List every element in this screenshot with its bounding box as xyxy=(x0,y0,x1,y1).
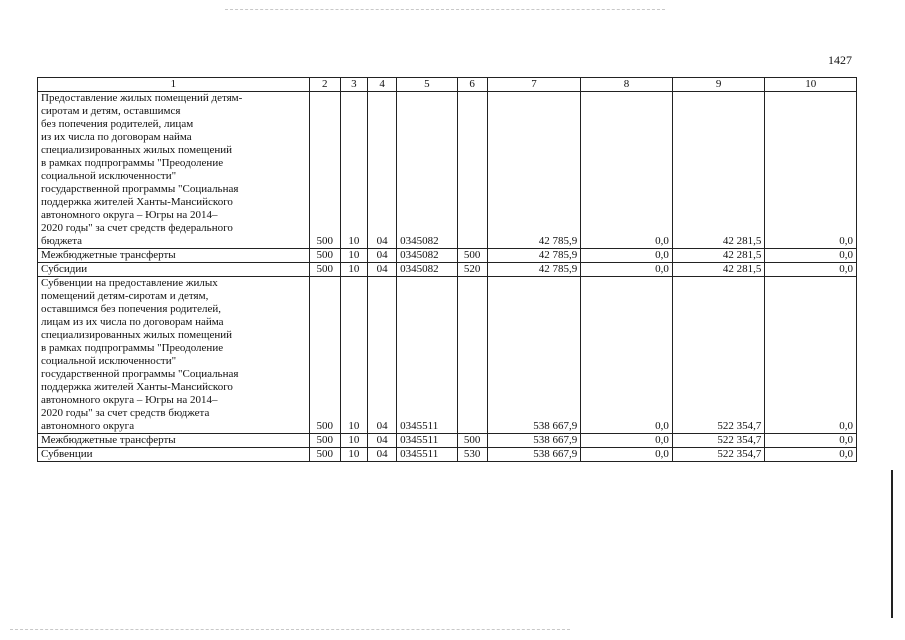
cell-c10: 0,0 xyxy=(765,92,857,249)
description-line: поддержка жителей Ханты-Мансийского xyxy=(41,196,233,208)
cell-c4: 04 xyxy=(368,249,397,263)
description-line: без попечения родителей, лицам xyxy=(41,118,194,130)
description-line: Межбюджетные трансферты xyxy=(41,249,176,261)
scan-artifact-bottom xyxy=(10,629,570,631)
description-line: Субвенции на предоставление жилых xyxy=(41,277,218,289)
cell-c6 xyxy=(457,277,487,434)
cell-c7: 42 785,9 xyxy=(487,92,581,249)
description-line: автономного округа – Югры на 2014– xyxy=(41,394,218,406)
cell-c3: 10 xyxy=(340,249,367,263)
description-line: автономного округа – Югры на 2014– xyxy=(41,209,218,221)
cell-c2: 500 xyxy=(309,92,340,249)
description-line: в рамках подпрограммы "Преодоление xyxy=(41,342,224,354)
cell-c10: 0,0 xyxy=(765,434,857,448)
cell-c5: 0345082 xyxy=(397,249,457,263)
description-line: сиротам и детям, оставшимся xyxy=(41,105,181,117)
cell-c3: 10 xyxy=(340,434,367,448)
row-description xyxy=(38,249,310,263)
description-line: оставшимся без попечения родителей, xyxy=(41,303,221,315)
description-line: государственной программы "Социальная xyxy=(41,368,239,380)
description-line: социальной исключенности" xyxy=(41,355,177,367)
cell-c7: 42 785,9 xyxy=(487,249,581,263)
description-line: специализированных жилых помещений xyxy=(41,329,233,341)
row-description xyxy=(38,448,310,462)
description-line: из их числа по договорам найма xyxy=(41,131,192,143)
scan-artifact-top xyxy=(225,9,665,11)
cell-c4: 04 xyxy=(368,92,397,249)
description-line: лицам из их числа по договорам найма xyxy=(41,316,224,328)
cell-c5: 0345082 xyxy=(397,92,457,249)
cell-c5: 0345082 xyxy=(397,263,457,277)
cell-c6: 520 xyxy=(457,263,487,277)
cell-c3: 10 xyxy=(340,448,367,462)
description-line: в рамках подпрограммы "Преодоление xyxy=(41,157,224,169)
header-cell: 10 xyxy=(765,78,857,92)
description-line: государственной программы "Социальная xyxy=(41,183,239,195)
cell-c6: 530 xyxy=(457,448,487,462)
header-cell: 3 xyxy=(340,78,367,92)
page-number: 1427 xyxy=(828,53,852,67)
cell-c9: 42 281,5 xyxy=(672,92,765,249)
cell-c3: 10 xyxy=(340,277,367,434)
cell-c6: 500 xyxy=(457,434,487,448)
cell-c6 xyxy=(457,92,487,249)
cell-c4: 04 xyxy=(368,263,397,277)
description-line: автономного округа xyxy=(41,420,135,432)
header-cell: 2 xyxy=(309,78,340,92)
header-cell: 6 xyxy=(457,78,487,92)
description-line: поддержка жителей Ханты-Мансийского xyxy=(41,381,233,393)
table-row xyxy=(38,277,857,434)
cell-c8: 0,0 xyxy=(581,249,673,263)
cell-c8: 0,0 xyxy=(581,434,673,448)
cell-c8: 0,0 xyxy=(581,263,673,277)
cell-c5: 0345511 xyxy=(397,434,457,448)
description-line: Межбюджетные трансферты xyxy=(41,434,176,446)
row-description xyxy=(38,92,310,249)
cell-c2: 500 xyxy=(309,448,340,462)
cell-c9: 42 281,5 xyxy=(672,263,765,277)
cell-c9: 42 281,5 xyxy=(672,249,765,263)
cell-c9: 522 354,7 xyxy=(672,434,765,448)
cell-c4: 04 xyxy=(368,434,397,448)
description-line: социальной исключенности" xyxy=(41,170,177,182)
header-cell: 4 xyxy=(368,78,397,92)
description-line: 2020 годы" за счет средств федерального xyxy=(41,222,233,234)
description-line: Предоставление жилых помещений детям- xyxy=(41,92,243,104)
header-cell: 1 xyxy=(38,78,310,92)
table-row xyxy=(38,448,857,462)
cell-c8: 0,0 xyxy=(581,92,673,249)
cell-c5: 0345511 xyxy=(397,448,457,462)
cell-c3: 10 xyxy=(340,92,367,249)
cell-c8: 0,0 xyxy=(581,277,673,434)
cell-c4: 04 xyxy=(368,277,397,434)
table-row xyxy=(38,92,857,249)
cell-c8: 0,0 xyxy=(581,448,673,462)
description-line: 2020 годы" за счет средств бюджета xyxy=(41,407,210,419)
description-line: Субсидии xyxy=(41,263,88,275)
cell-c2: 500 xyxy=(309,249,340,263)
row-description xyxy=(38,434,310,448)
cell-c3: 10 xyxy=(340,263,367,277)
cell-c10: 0,0 xyxy=(765,277,857,434)
description-line: бюджета xyxy=(41,235,83,247)
description-line: специализированных жилых помещений xyxy=(41,144,233,156)
cell-c4: 04 xyxy=(368,448,397,462)
table-row xyxy=(38,434,857,448)
header-cell: 9 xyxy=(672,78,765,92)
header-cell: 5 xyxy=(397,78,457,92)
table-body xyxy=(38,92,857,462)
description-line: Субвенции xyxy=(41,448,93,460)
description-line: помещений детям-сиротам и детям, xyxy=(41,290,209,302)
table-header-row xyxy=(38,78,857,92)
cell-c7: 538 667,9 xyxy=(487,448,581,462)
scan-edge-line xyxy=(891,470,893,618)
cell-c2: 500 xyxy=(309,277,340,434)
cell-c7: 42 785,9 xyxy=(487,263,581,277)
cell-c2: 500 xyxy=(309,434,340,448)
cell-c10: 0,0 xyxy=(765,249,857,263)
cell-c10: 0,0 xyxy=(765,448,857,462)
header-cell: 7 xyxy=(487,78,581,92)
cell-c6: 500 xyxy=(457,249,487,263)
table-row xyxy=(38,263,857,277)
cell-c2: 500 xyxy=(309,263,340,277)
cell-c9: 522 354,7 xyxy=(672,277,765,434)
cell-c7: 538 667,9 xyxy=(487,277,581,434)
budget-table xyxy=(37,77,857,462)
row-description xyxy=(38,277,310,434)
cell-c10: 0,0 xyxy=(765,263,857,277)
header-cell: 8 xyxy=(581,78,673,92)
row-description xyxy=(38,263,310,277)
cell-c5: 0345511 xyxy=(397,277,457,434)
cell-c7: 538 667,9 xyxy=(487,434,581,448)
table-row xyxy=(38,249,857,263)
cell-c9: 522 354,7 xyxy=(672,448,765,462)
